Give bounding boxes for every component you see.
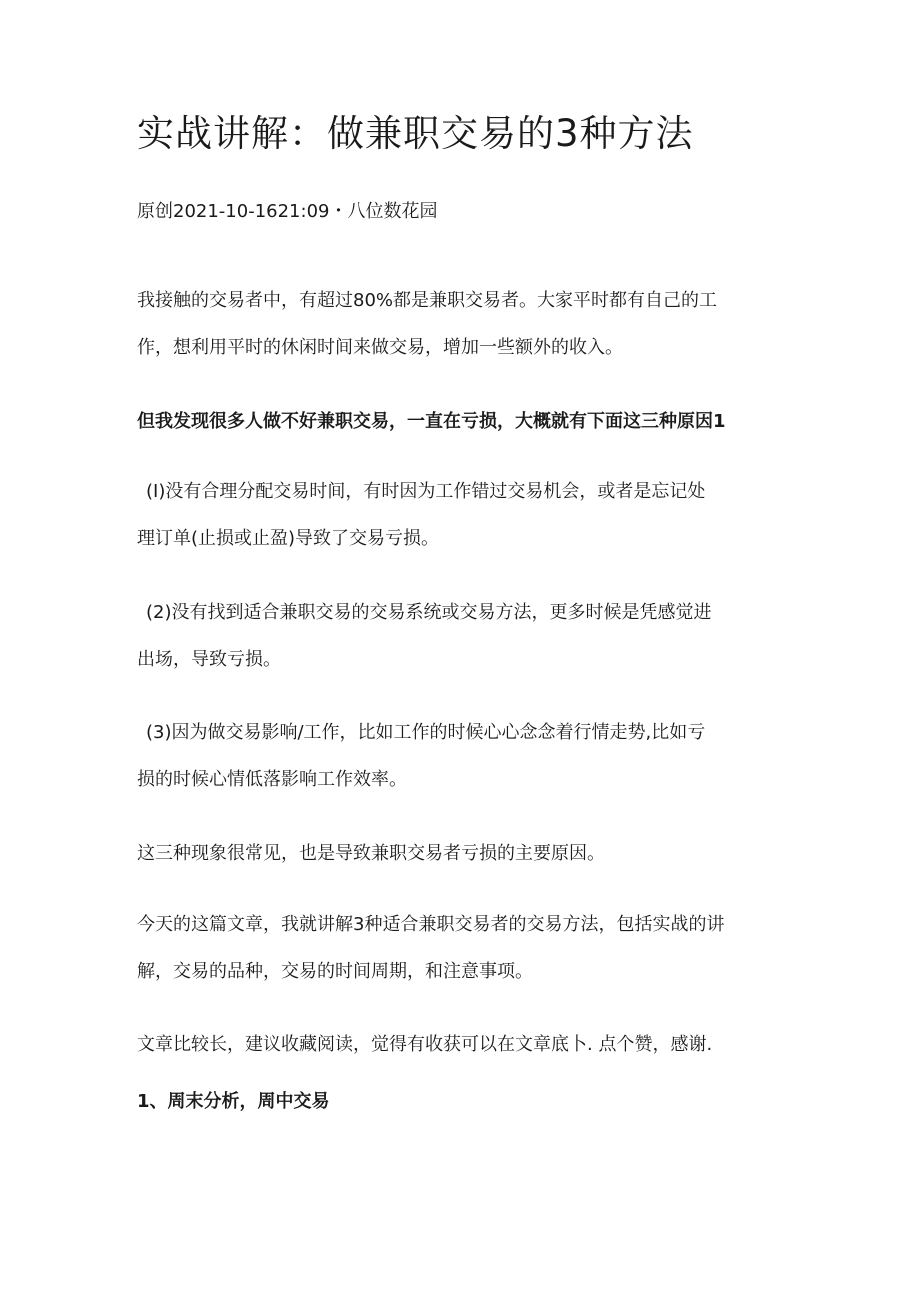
paragraph-line: (2)没有找到适合兼职交易的交易系统或交易方法，更多时候是凭感觉进 xyxy=(146,602,712,623)
paragraph-reason-3 xyxy=(137,709,791,803)
paragraph-reason-2 xyxy=(137,589,791,683)
paragraph-line: 解，交易的品种，交易的时间周期，和注意事项。 xyxy=(137,961,533,982)
paragraph-reason-1 xyxy=(137,468,791,562)
paragraph-line: 今天的这篇文章，我就讲解3种适合兼职交易者的交易方法，包括实战的讲 xyxy=(137,914,725,935)
paragraph-summary xyxy=(137,830,782,877)
paragraph-line: 作，想利用平时的休闲时间来做交易，增加一些额外的收入。 xyxy=(137,337,623,358)
paragraph-line: 但我发现很多人做不好兼职交易，一直在亏损，大概就有下面这三种原因1 xyxy=(137,411,726,432)
paragraph-line: 我接触的交易者中，有超过80%都是兼职交易者。大家平时都有自己的工 xyxy=(137,290,718,311)
paragraph-line: 损的时候心情低落影响工作效率。 xyxy=(137,769,407,790)
paragraph-intro xyxy=(137,277,782,371)
section-heading-1 xyxy=(137,1078,782,1125)
paragraph-line: 理订单(止损或止盈)导致了交易亏损。 xyxy=(137,528,440,549)
article-meta: 原创2021-10-1621:09・八位数花园 xyxy=(137,201,438,222)
paragraph-line: 文章比较长，建议收藏阅读，觉得有收获可以在文章底卜. 点个赞，感谢. xyxy=(137,1034,713,1055)
paragraph-article-scope xyxy=(137,901,782,995)
paragraph-line: 1、周末分析，周中交易 xyxy=(137,1091,330,1112)
paragraph-line: 这三种现象很常见，也是导致兼职交易者亏损的主要原因。 xyxy=(137,843,605,864)
paragraph-line: (3)因为做交易影响/工作，比如工作的时候心心念念着行情走势,比如亏 xyxy=(146,722,706,743)
paragraph-line: (I)没有合理分配交易时间，有时因为工作错过交易机会，或者是忘记处 xyxy=(146,481,706,502)
paragraph-reasons-intro xyxy=(137,398,782,445)
paragraph-line: 出场，导致亏损。 xyxy=(137,649,281,670)
paragraph-reading-tip xyxy=(137,1021,782,1068)
article-title: 实战讲解：做兼职交易的3种方法 xyxy=(137,112,694,155)
